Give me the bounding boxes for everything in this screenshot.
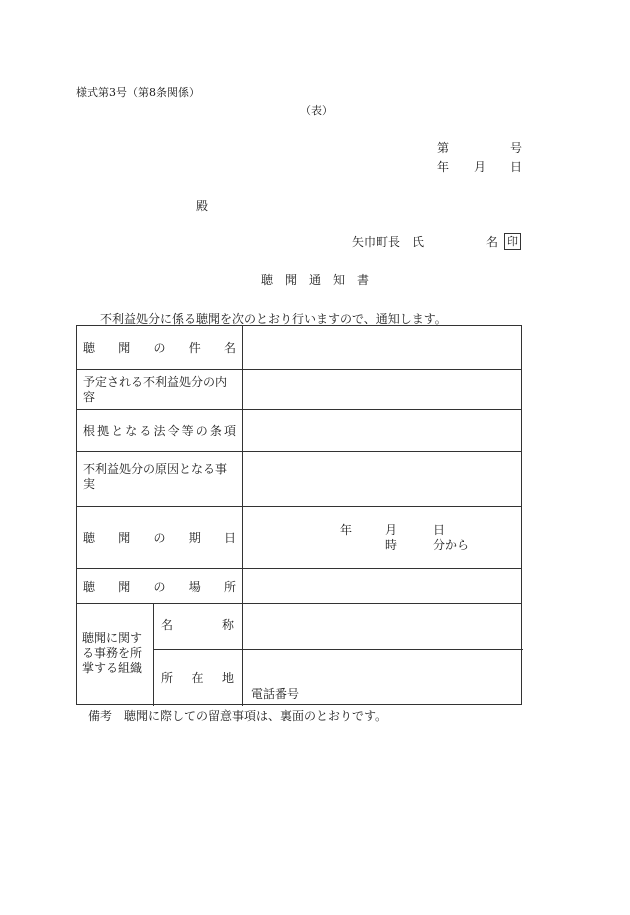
- label-org-name: 名 称: [161, 618, 234, 632]
- row-cause-facts: [77, 451, 521, 506]
- form-number: 様式第3号（第8条関係）: [76, 86, 200, 99]
- label-organization: 聴聞に関す る事務を所 掌する組織: [77, 604, 154, 706]
- doc-number-prefix: 第: [437, 141, 450, 155]
- hearing-year-label: 年: [340, 523, 353, 537]
- hearing-notice-table: [76, 325, 522, 705]
- issuer-title: 矢巾町長 氏: [352, 235, 425, 249]
- hearing-month-label: 月: [385, 523, 398, 537]
- row-case-name: [77, 326, 521, 369]
- hearing-hour-label: 時: [385, 538, 398, 552]
- footer-note: 備考 聴聞に際しての留意事項は、裏面のとおりです。: [88, 709, 388, 723]
- label-planned-disposition: 予定される不利益処分の内 容: [77, 370, 243, 409]
- row-organization: [77, 603, 521, 706]
- org-sublabel-column: [154, 604, 243, 706]
- phone-number-label: 電話番号: [251, 687, 300, 701]
- row-planned-disposition: [77, 369, 521, 409]
- seal-box: 印: [504, 233, 521, 250]
- intro-text: 不利益処分に係る聴聞を次のとおり行いますので、通知します。: [100, 312, 447, 326]
- row-legal-basis: [77, 409, 521, 451]
- label-hearing-place: 聴 聞 の 場 所: [77, 569, 243, 603]
- label-case-name: 聴 聞 の 件 名: [77, 326, 243, 369]
- document-title: 聴 聞 通 知 書: [260, 273, 369, 287]
- date-month-label: 月: [474, 160, 487, 174]
- hearing-day-label: 日: [433, 523, 446, 537]
- addressee-honorific: 殿: [196, 199, 209, 213]
- hearing-minute-label: 分から: [433, 538, 470, 552]
- row-hearing-place: [77, 568, 521, 603]
- date-day-label: 日: [510, 160, 523, 174]
- doc-number-suffix: 号: [510, 141, 523, 155]
- org-divider: [154, 649, 523, 650]
- issuer-name-label: 名: [486, 235, 499, 249]
- label-legal-basis: 根 拠 と な る 法 令 等 の 条 項: [77, 410, 243, 451]
- side-indicator: （表）: [300, 104, 333, 117]
- row-hearing-date: [77, 506, 521, 568]
- label-org-address: 所 在 地: [161, 671, 234, 685]
- label-hearing-date: 聴 聞 の 期 日: [77, 507, 243, 568]
- label-cause-facts: 不利益処分の原因となる事 実: [77, 452, 243, 506]
- date-year-label: 年: [437, 160, 450, 174]
